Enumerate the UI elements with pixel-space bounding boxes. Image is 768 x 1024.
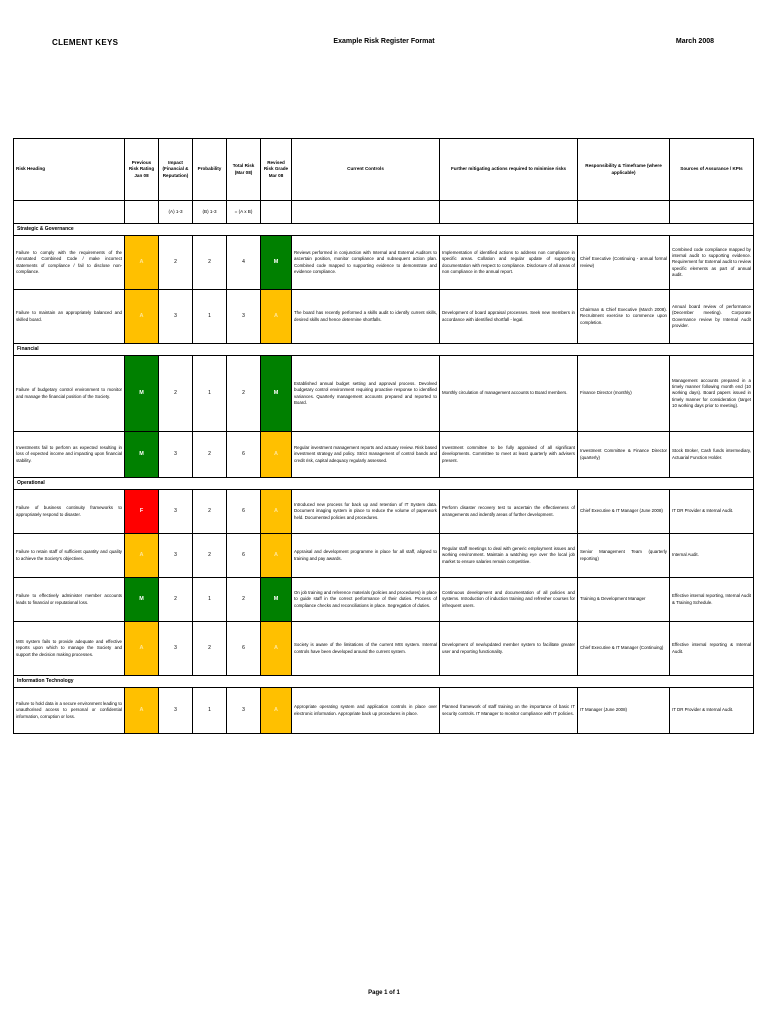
risk-description: MIS system fails to provide adequate and effective reports upon which to manage the Society and support the decision making processes. — [14, 622, 125, 676]
responsibility-timeframe: Chairman & Chief Executive (March 2008). Recruitment exercise to commence upon completion. — [578, 290, 670, 344]
total-risk-score: 3 — [227, 688, 261, 734]
risk-row — [14, 290, 754, 344]
sources-of-assurance: Effective internal reporting, Internal Audit & Training Schedule. — [670, 578, 754, 622]
col-impact: Impact (Financial & Reputation) — [159, 139, 193, 201]
sources-of-assurance: IT DR Provider & Internal Audit. — [670, 490, 754, 534]
impact-score: 3 — [159, 432, 193, 478]
current-controls: Regular investment management reports and actuary review. Risk based investment strategy and policy. Strict management of control bands and credit risk, capital adequacy regularly assessed. — [292, 432, 440, 478]
document-date: March 2008 — [675, 38, 714, 45]
document-title: Example Risk Register Format — [333, 38, 435, 45]
risk-description: Failure of budgetary control environment to monitor and manage the financial position of the Society. — [14, 356, 125, 432]
responsibility-timeframe: IT Manager (June 2008) — [578, 688, 670, 734]
further-actions: Perform disaster recovery test to ascertain the effectiveness of arrangements and indentify areas of further development. — [440, 490, 578, 534]
impact-score: 3 — [159, 622, 193, 676]
risk-description: Failure to effectively administer member accounts leads to financial or reputational loss. — [14, 578, 125, 622]
col-previous-risk: Previous Risk Rating Jan 08 — [125, 139, 159, 201]
responsibility-timeframe: Chief Executive (Continuing - annual formal review) — [578, 236, 670, 290]
impact-score: 2 — [159, 578, 193, 622]
col-responsibility: Responsibility & Timeframe (where applicable) — [578, 139, 670, 201]
risk-row — [14, 622, 754, 676]
further-actions: Planned framework of staff training on the importance of basic IT security controls. IT Manager to monitor compliance with IT policies. — [440, 688, 578, 734]
current-controls: Appropriate operating system and application controls in place over electronic information. Appropriate back up procedures in place. — [292, 688, 440, 734]
responsibility-timeframe: Training & Development Manager — [578, 578, 670, 622]
risk-register-body — [14, 139, 754, 734]
further-actions: Development of board appraisal processes. Seek new members in accordance with identified shortfall - legal. — [440, 290, 578, 344]
risk-row — [14, 432, 754, 478]
column-header-row — [14, 139, 754, 201]
risk-row — [14, 356, 754, 432]
risk-description: Failure to retain staff of sufficient quantity and quality to achieve the Society's objectives. — [14, 534, 125, 578]
total-risk-score: 2 — [227, 578, 261, 622]
total-risk-score: 6 — [227, 534, 261, 578]
probability-score: 2 — [193, 432, 227, 478]
risk-register-table — [13, 138, 754, 734]
current-controls: Established annual budget setting and approval process. Devolved budgetary control environment requiring proactive response to identified variances. Quarterly management accounts prepared and reported to Board. — [292, 356, 440, 432]
revised-risk-grade: A — [261, 622, 292, 676]
section-title: Financial — [14, 344, 754, 356]
total-risk-score: 6 — [227, 490, 261, 534]
risk-description: Failure to comply with the requirements of the Annotated Combined Code / make incorrect statements of compliance / fail to disclose non-compliance. — [14, 236, 125, 290]
responsibility-timeframe: Chief Executive & IT Manager (June 2008) — [578, 490, 670, 534]
scale-revised — [261, 201, 292, 224]
col-total-risk: Total Risk (Mar 08) — [227, 139, 261, 201]
current-controls: Reviews performed in conjunction with Internal and External Auditors to ascertain position, monitor compliance and subsequent action plan. Combined code mapped to supporting evidence to demonstrate and evidence compliance. — [292, 236, 440, 290]
sources-of-assurance: Stock Broker, Cash funds intermediary, Actuarial Function Holder. — [670, 432, 754, 478]
impact-score: 3 — [159, 534, 193, 578]
revised-risk-grade: M — [261, 356, 292, 432]
revised-risk-grade: A — [261, 290, 292, 344]
risk-row — [14, 578, 754, 622]
probability-score: 2 — [193, 236, 227, 290]
total-risk-score: 4 — [227, 236, 261, 290]
revised-risk-grade: A — [261, 534, 292, 578]
revised-risk-grade: A — [261, 688, 292, 734]
scale-assurance — [670, 201, 754, 224]
previous-risk-rating: A — [125, 622, 159, 676]
scale-row — [14, 201, 754, 224]
previous-risk-rating: A — [125, 688, 159, 734]
probability-score: 2 — [193, 622, 227, 676]
further-actions: Monthly circulation of management accounts to Board members. — [440, 356, 578, 432]
scale-probability: (B) 1-3 — [193, 201, 227, 224]
probability-score: 1 — [193, 290, 227, 344]
risk-row — [14, 490, 754, 534]
previous-risk-rating: A — [125, 236, 159, 290]
section-header-row — [14, 224, 754, 236]
probability-score: 1 — [193, 578, 227, 622]
responsibility-timeframe: Finance Director (monthly) — [578, 356, 670, 432]
further-actions: Regular staff meetings to deal with generic employment issues and working environment. Maintain a watching eye over the local job market to ensure salaries remain competitive. — [440, 534, 578, 578]
section-header-row — [14, 344, 754, 356]
total-risk-score: 6 — [227, 622, 261, 676]
risk-description: Failure to maintain an appropriately balanced and skilled board. — [14, 290, 125, 344]
responsibility-timeframe: Senior Management Team (quarterly reporting) — [578, 534, 670, 578]
sources-of-assurance: Internal Audit. — [670, 534, 754, 578]
scale-total: = (A x B) — [227, 201, 261, 224]
current-controls: On job training and reference materials (policies and procedures) in place to guide staff in the correct performance of their duties. Process of compliance checks and reconciliations in place. Segregation of duties. — [292, 578, 440, 622]
scale-impact: (A) 1-3 — [159, 201, 193, 224]
previous-risk-rating: M — [125, 356, 159, 432]
impact-score: 3 — [159, 290, 193, 344]
previous-risk-rating: F — [125, 490, 159, 534]
section-title: Operational — [14, 478, 754, 490]
section-header-row — [14, 478, 754, 490]
responsibility-timeframe: Chief Executive & IT Manager (Continuing) — [578, 622, 670, 676]
section-title: Strategic & Governance — [14, 224, 754, 236]
risk-description: Failure to hold data in a secure environment leading to unauthorised access to personal or confidential information, corruption or loss. — [14, 688, 125, 734]
total-risk-score: 2 — [227, 356, 261, 432]
col-further-actions: Further mitigating actions required to minimise risks — [440, 139, 578, 201]
sources-of-assurance: Effective internal reporting & Internal Audit. — [670, 622, 754, 676]
scale-risk-heading — [14, 201, 125, 224]
further-actions: Investment committee to be fully appraised of all significant developments. Committee to meet at least quarterly with advisers present. — [440, 432, 578, 478]
impact-score: 2 — [159, 236, 193, 290]
company-name: CLEMENT KEYS — [52, 38, 119, 47]
page-number: Page 1 of 1 — [368, 990, 400, 996]
current-controls: Appraisal and development programme in place for all staff, aligned to training and pay awards. — [292, 534, 440, 578]
col-probability: Probability — [193, 139, 227, 201]
revised-risk-grade: A — [261, 490, 292, 534]
impact-score: 3 — [159, 490, 193, 534]
sources-of-assurance: Management accounts prepared in a timely manner following month end (10 working days). Board papers issued in timely manner for consideration (target 10 working days prior to meeting). — [670, 356, 754, 432]
current-controls: The board has recently performed a skills audit to identify current skills, desired skills and hence determine shortfalls. — [292, 290, 440, 344]
revised-risk-grade: A — [261, 432, 292, 478]
total-risk-score: 6 — [227, 432, 261, 478]
responsibility-timeframe: Investment Committee & Finance Director (quarterly) — [578, 432, 670, 478]
impact-score: 2 — [159, 356, 193, 432]
total-risk-score: 3 — [227, 290, 261, 344]
scale-actions — [440, 201, 578, 224]
previous-risk-rating: M — [125, 432, 159, 478]
scale-previous — [125, 201, 159, 224]
previous-risk-rating: A — [125, 290, 159, 344]
col-assurance: Sources of Assurance / KPIs — [670, 139, 754, 201]
risk-description: Failure of business continuity frameworks to appropriately respond to disaster. — [14, 490, 125, 534]
probability-score: 2 — [193, 534, 227, 578]
risk-row — [14, 236, 754, 290]
risk-row — [14, 534, 754, 578]
risk-description: Investments fail to perform as expected resulting in loss of expected income and impacting upon financial stability. — [14, 432, 125, 478]
revised-risk-grade: M — [261, 236, 292, 290]
current-controls: Introduced new process for back up and retention of IT System data. Document imaging system in place to reduce the volume of paperwork held. Documented policies and procedures. — [292, 490, 440, 534]
sources-of-assurance: Combined code compliance mapped by internal audit to supporting evidence. Requirement for External audit to review specific elements as part of annual audit. — [670, 236, 754, 290]
scale-controls — [292, 201, 440, 224]
previous-risk-rating: A — [125, 534, 159, 578]
further-actions: Implementation of identified actions to address non compliance in specific areas. Collation and regular update of supporting documentation with respect to compliance. Disclosure of all areas of non compliance in the annual report. — [440, 236, 578, 290]
col-risk-heading: Risk Heading — [14, 139, 125, 201]
risk-row — [14, 688, 754, 734]
revised-risk-grade: M — [261, 578, 292, 622]
col-revised-risk: Revised Risk Grade Mar 08 — [261, 139, 292, 201]
current-controls: Society is aware of the limitations of the current MIS system. Internal controls have been developed around the current system. — [292, 622, 440, 676]
further-actions: Continuous development and documentation of all policies and systems. Introduction of induction training and refresher courses for infrequent users. — [440, 578, 578, 622]
section-header-row — [14, 676, 754, 688]
section-title: Information Technology — [14, 676, 754, 688]
scale-responsibility — [578, 201, 670, 224]
sources-of-assurance: IT DR Provider & Internal Audit. — [670, 688, 754, 734]
probability-score: 1 — [193, 356, 227, 432]
further-actions: Development of new/updated member system to facilitate greater user and reporting functionality. — [440, 622, 578, 676]
previous-risk-rating: M — [125, 578, 159, 622]
sources-of-assurance: Annual board review of performance (December meeting). Corporate Governance review by Internal Audit provider. — [670, 290, 754, 344]
probability-score: 1 — [193, 688, 227, 734]
impact-score: 3 — [159, 688, 193, 734]
probability-score: 2 — [193, 490, 227, 534]
col-current-controls: Current Controls — [292, 139, 440, 201]
